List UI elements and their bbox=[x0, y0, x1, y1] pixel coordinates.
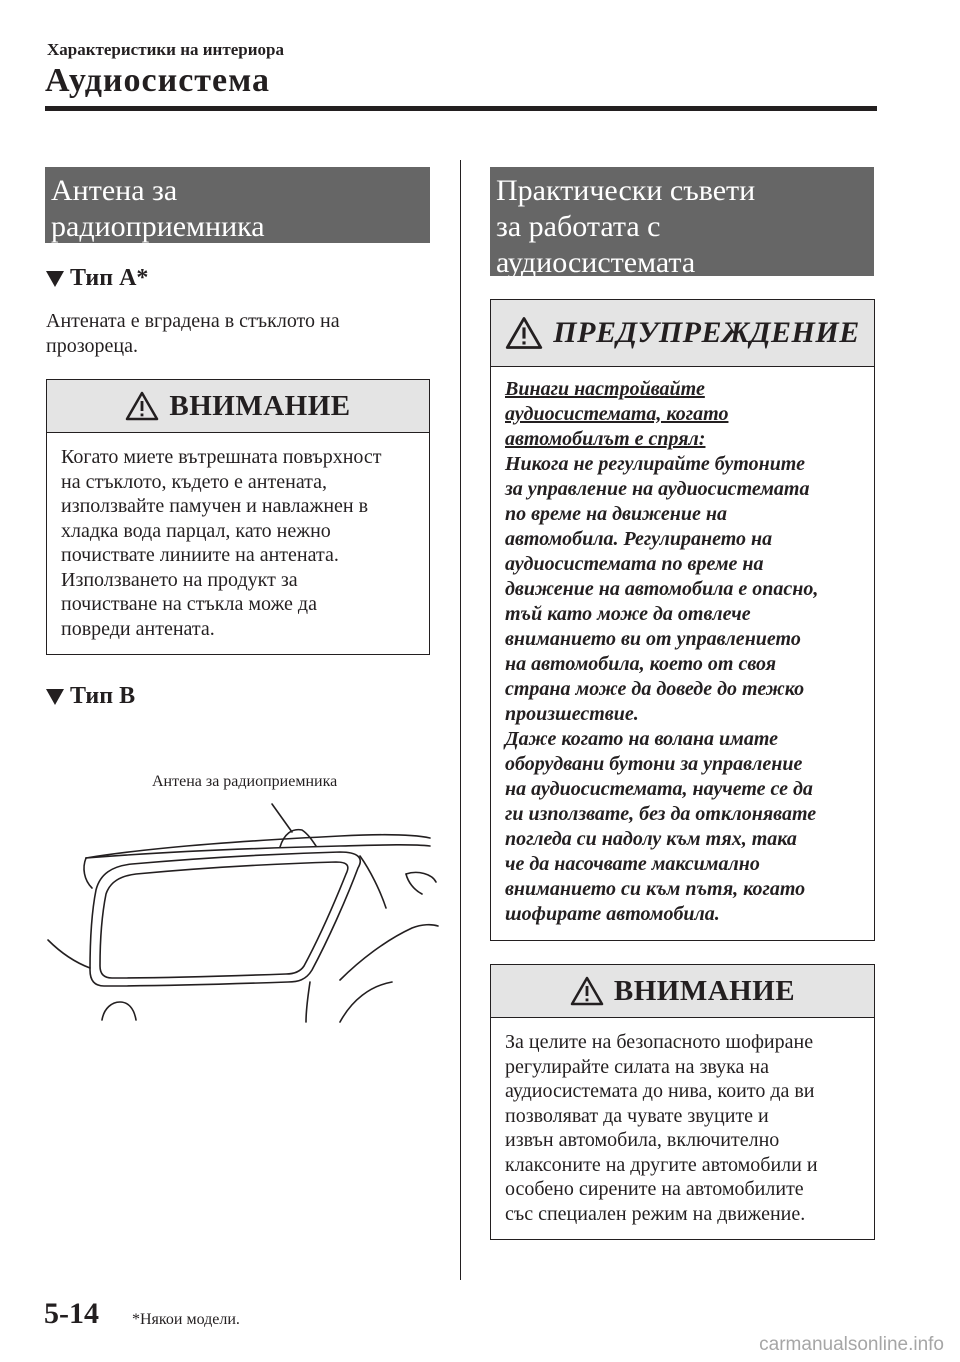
section-title-antenna: Антена за радиоприемника bbox=[45, 167, 430, 243]
column-divider bbox=[460, 160, 461, 1280]
warning-triangle-icon bbox=[505, 316, 543, 350]
subheading-type-b bbox=[46, 683, 135, 710]
caution-text: За целите на безопасното шофиране регулирайте силата на звука на аудиосистемата до нива, които да ви позволяват да чувате звуците и извън автомобила, включително клаксоните на другите автомобили и особено сирените на автомобилите със специален режим на движение. bbox=[505, 1031, 818, 1225]
car-rear-antenna-illustration bbox=[40, 790, 440, 1025]
watermark: carmanualsonline.info bbox=[759, 1334, 944, 1355]
footnote: *Някои модели. bbox=[132, 1311, 240, 1328]
warning-underlined-text: Винаги настройвайте аудиосистемата, когато автомобилът е спрял: bbox=[505, 378, 729, 450]
caution-label: ВНИМАНИЕ bbox=[169, 389, 351, 422]
type-a-text: Антената е вградена в стъклото на прозореца. bbox=[46, 310, 340, 357]
caution-header bbox=[47, 380, 429, 433]
caution-box-antenna bbox=[46, 379, 430, 655]
warning-label: ПРЕДУПРЕЖДЕНИЕ bbox=[553, 316, 860, 349]
section-title-audio-tips: Практически съвети за работата с аудиосистемата bbox=[490, 167, 874, 276]
warning-body bbox=[491, 367, 874, 937]
title-rule bbox=[45, 106, 877, 111]
page-title: Аудиосистема bbox=[45, 62, 270, 99]
breadcrumb: Характеристики на интериора bbox=[47, 40, 284, 59]
subheading-type-a bbox=[46, 265, 148, 292]
caution-text: Когато миете вътрешната повърхност на стъклото, където е антената, използвайте памучен и навлажнен в хладка вода парцал, като нежно почиствате линиите на антената. Използването на продукт за почистване на стъкла може да повреди антената. bbox=[61, 446, 382, 640]
figure-label-antenna: Антена за радиоприемника bbox=[152, 773, 338, 790]
subheading-type-b-label: Тип B bbox=[70, 683, 136, 709]
triangle-down-icon bbox=[46, 689, 64, 705]
subheading-type-a-label: Тип A* bbox=[70, 265, 149, 291]
warning-triangle-icon bbox=[570, 976, 604, 1006]
page-number: 5-14 bbox=[44, 1297, 99, 1330]
caution-header bbox=[491, 965, 874, 1018]
warning-header bbox=[491, 300, 874, 367]
warning-text: Никога не регулирайте бутоните за управление на аудиосистемата по време на движение на автомобила. Регулирането на аудиосистемата по време на движение на автомобила е опасно, тъй като може да отвлече вниманието ви от управлението на автомобила, което от своя страна може да доведе до тежко произшествие. Даже когато на волана имате оборудвани бутони за управление на аудиосистемата, научете се да ги използвате, без да отклонявате погледа си надолу към тях, така че да насочвате максимално вниманието си към пътя, когато шофирате автомобила. bbox=[505, 453, 819, 925]
warning-triangle-icon bbox=[125, 391, 159, 421]
caution-box-volume bbox=[490, 964, 875, 1240]
caution-label: ВНИМАНИЕ bbox=[613, 974, 796, 1007]
warning-box bbox=[490, 299, 875, 941]
triangle-down-icon bbox=[46, 271, 64, 287]
